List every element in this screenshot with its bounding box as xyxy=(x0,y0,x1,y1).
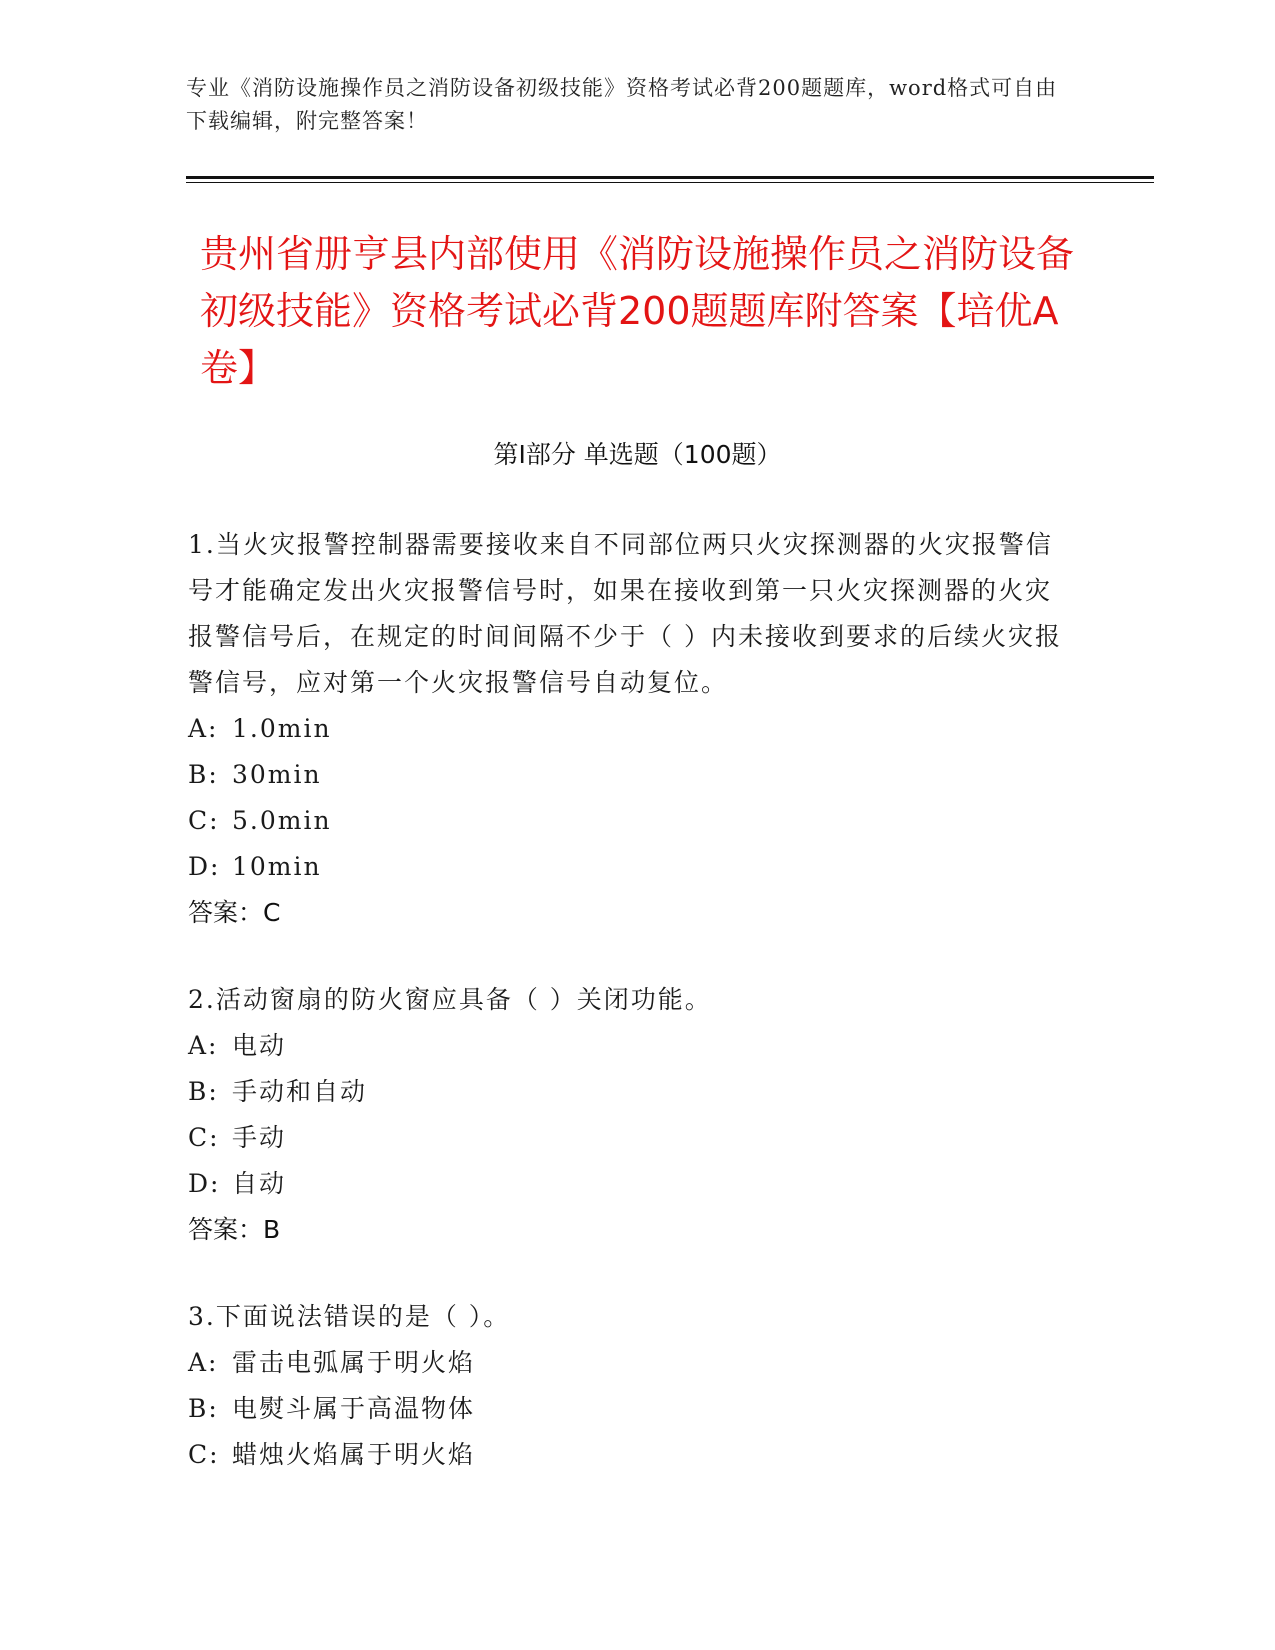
option-text: 雷击电弧属于明火焰 xyxy=(232,1348,476,1377)
header-divider-thick xyxy=(186,176,1154,179)
option-letter: A: xyxy=(188,1031,219,1060)
option-text: 电熨斗属于高温物体 xyxy=(232,1394,476,1423)
option-text: 电动 xyxy=(232,1031,287,1060)
option-letter: C: xyxy=(188,1123,220,1152)
option-text: 10min xyxy=(232,852,322,881)
option-text: 手动和自动 xyxy=(232,1077,368,1106)
answer-line: 答案：B xyxy=(188,1215,281,1244)
option-text: 手动 xyxy=(232,1123,287,1152)
section-title: 第Ⅰ部分 单选题（100题） xyxy=(493,440,782,469)
option-b xyxy=(188,1386,1068,1432)
question-2 xyxy=(188,977,1068,1253)
option-text: 蜡烛火焰属于明火焰 xyxy=(232,1440,476,1469)
question-3 xyxy=(188,1294,1068,1478)
option-letter: A: xyxy=(188,1348,219,1377)
option-letter: B: xyxy=(188,760,219,789)
option-letter: D: xyxy=(188,852,221,881)
option-c xyxy=(188,798,1068,844)
question-stem: 3.下面说法错误的是（ ）。 xyxy=(188,1302,511,1331)
option-text: 5.0min xyxy=(232,806,332,835)
option-b xyxy=(188,1069,1068,1115)
question-stem: 1.当火灾报警控制器需要接收来自不同部位两只火灾探测器的火灾报警信号才能确定发出火灾报警信号时，如果在接收到第一只火灾探测器的火灾报警信号后，在规定的时间间隔不少于（ ）内未接收到要求的后续火灾报警信号，应对第一个火灾报警信号自动复位。 xyxy=(188,530,1062,697)
option-a xyxy=(188,706,1068,752)
option-c xyxy=(188,1115,1068,1161)
question-1 xyxy=(188,522,1068,936)
option-text: 30min xyxy=(232,760,322,789)
option-text: 1.0min xyxy=(232,714,332,743)
option-letter: C: xyxy=(188,806,220,835)
option-letter: B: xyxy=(188,1394,219,1423)
option-letter: C: xyxy=(188,1440,220,1469)
option-a xyxy=(188,1340,1068,1386)
option-d xyxy=(188,1161,1068,1207)
option-c xyxy=(188,1432,1068,1478)
option-letter: A: xyxy=(188,714,219,743)
option-letter: B: xyxy=(188,1077,219,1106)
header-note: 专业《消防设施操作员之消防设备初级技能》资格考试必背200题题库，word格式可自由下载编辑，附完整答案！ xyxy=(186,76,1058,133)
document-title: 贵州省册亨县内部使用《消防设施操作员之消防设备初级技能》资格考试必背200题题库附答案【培优A卷】 xyxy=(200,232,1075,390)
option-letter: D: xyxy=(188,1169,221,1198)
option-text: 自动 xyxy=(232,1169,287,1198)
option-b xyxy=(188,752,1068,798)
header-divider-thin xyxy=(186,182,1154,183)
option-a xyxy=(188,1023,1068,1069)
question-list xyxy=(188,522,1068,1519)
option-d xyxy=(188,844,1068,890)
answer-line: 答案：C xyxy=(188,898,281,927)
question-stem: 2.活动窗扇的防火窗应具备（ ）关闭功能。 xyxy=(188,985,712,1014)
